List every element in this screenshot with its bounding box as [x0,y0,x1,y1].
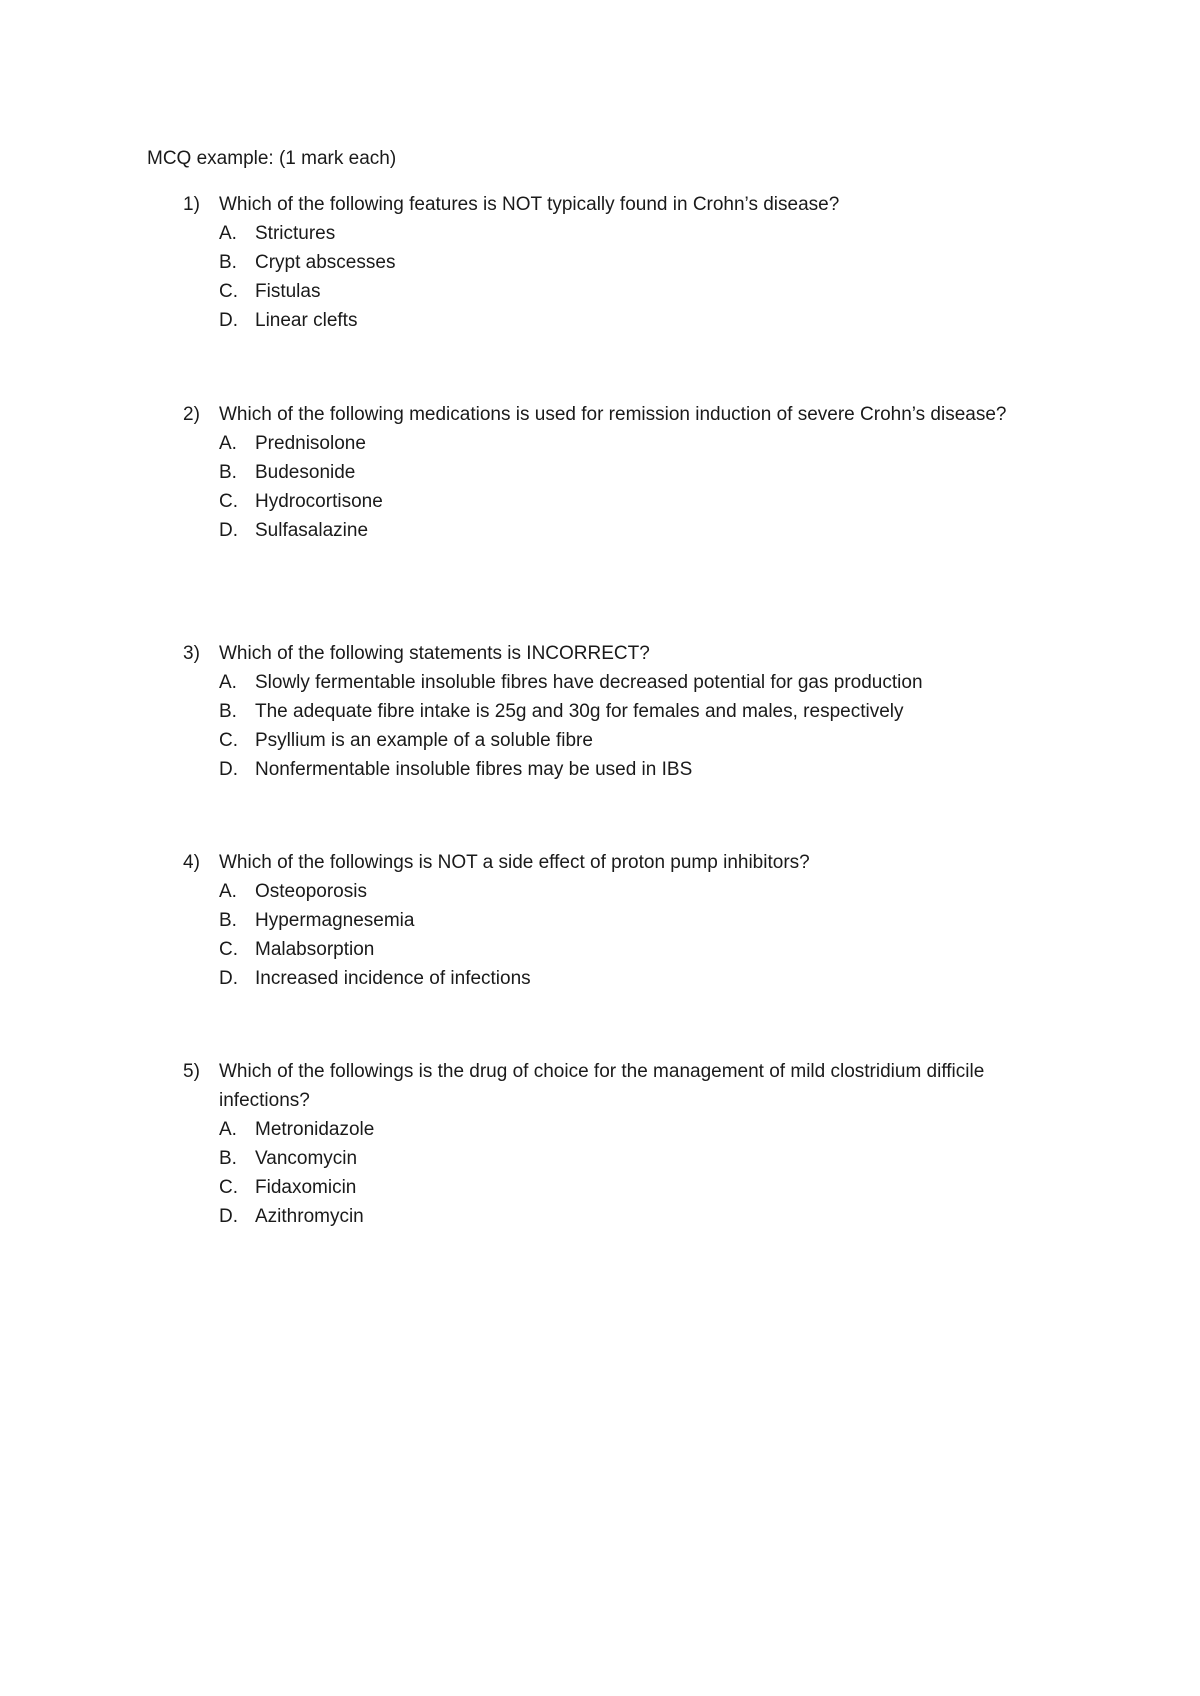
option-b [0,248,1200,277]
option-text: Prednisolone [255,433,366,454]
option-letter: D. [219,520,238,541]
option-text: Azithromycin [255,1206,364,1227]
option-text: Hydrocortisone [255,491,383,512]
option-d [0,755,1200,784]
option-a [0,219,1200,248]
option-text: Strictures [255,223,336,244]
question-text: Which of the followings is the drug of choice for the management of mild clostridium difficile infections? [219,1061,985,1111]
option-text: Budesonide [255,462,356,483]
option-letter: A. [219,1119,237,1140]
option-letter: C. [219,730,238,751]
option-letter: B. [219,1148,237,1169]
option-text: Metronidazole [255,1119,375,1140]
option-text: Sulfasalazine [255,520,369,541]
question-5 [0,1057,1200,1231]
question-stem [0,848,1200,877]
question-number: 5) [183,1061,200,1082]
question-stem [0,190,1200,219]
option-a [0,668,1200,697]
question-stem [0,400,1200,429]
option-c [0,935,1200,964]
option-text: Fidaxomicin [255,1177,357,1198]
option-text: Hypermagnesemia [255,910,415,931]
option-text: Vancomycin [255,1148,358,1169]
option-d [0,964,1200,993]
option-text: The adequate fibre intake is 25g and 30g for females and males, respectively [255,701,904,722]
option-letter: A. [219,433,237,454]
option-list [0,1115,1200,1231]
option-letter: C. [219,281,238,302]
option-a [0,429,1200,458]
option-text: Linear clefts [255,310,358,331]
question-3 [0,639,1200,784]
question-number: 2) [183,404,200,425]
question-stem [0,1057,1200,1115]
option-letter: D. [219,759,238,780]
option-letter: A. [219,881,237,902]
option-c [0,1173,1200,1202]
option-list [0,429,1200,545]
option-text: Nonfermentable insoluble fibres may be used in IBS [255,759,693,780]
question-text: Which of the following features is NOT typically found in Crohn’s disease? [219,194,840,215]
option-letter: C. [219,491,238,512]
option-d [0,306,1200,335]
question-number: 3) [183,643,200,664]
option-a [0,877,1200,906]
option-letter: D. [219,310,238,331]
question-stem [0,639,1200,668]
option-letter: A. [219,223,237,244]
option-b [0,1144,1200,1173]
option-letter: B. [219,701,237,722]
question-2 [0,400,1200,545]
option-list [0,219,1200,335]
option-b [0,906,1200,935]
question-text: Which of the following medications is used for remission induction of severe Crohn’s disease? [219,404,1007,425]
question-text: Which of the followings is NOT a side effect of proton pump inhibitors? [219,852,810,873]
option-letter: A. [219,672,237,693]
option-d [0,1202,1200,1231]
option-text: Increased incidence of infections [255,968,531,989]
question-text: Which of the following statements is INCORRECT? [219,643,650,664]
option-letter: D. [219,968,238,989]
option-text: Malabsorption [255,939,375,960]
option-b [0,697,1200,726]
option-list [0,877,1200,993]
question-4 [0,848,1200,993]
option-a [0,1115,1200,1144]
option-list [0,668,1200,784]
question-1 [0,190,1200,335]
option-text: Slowly fermentable insoluble fibres have decreased potential for gas production [255,672,923,693]
option-letter: D. [219,1206,238,1227]
option-text: Osteoporosis [255,881,367,902]
option-text: Fistulas [255,281,321,302]
option-letter: B. [219,462,237,483]
option-letter: C. [219,939,238,960]
option-letter: B. [219,910,237,931]
page-title: MCQ example: (1 mark each) [147,148,397,169]
option-text: Crypt abscesses [255,252,396,273]
question-number: 4) [183,852,200,873]
option-c [0,487,1200,516]
option-d [0,516,1200,545]
option-c [0,726,1200,755]
question-number: 1) [183,194,200,215]
option-text: Psyllium is an example of a soluble fibre [255,730,593,751]
option-letter: C. [219,1177,238,1198]
option-letter: B. [219,252,237,273]
option-b [0,458,1200,487]
option-c [0,277,1200,306]
